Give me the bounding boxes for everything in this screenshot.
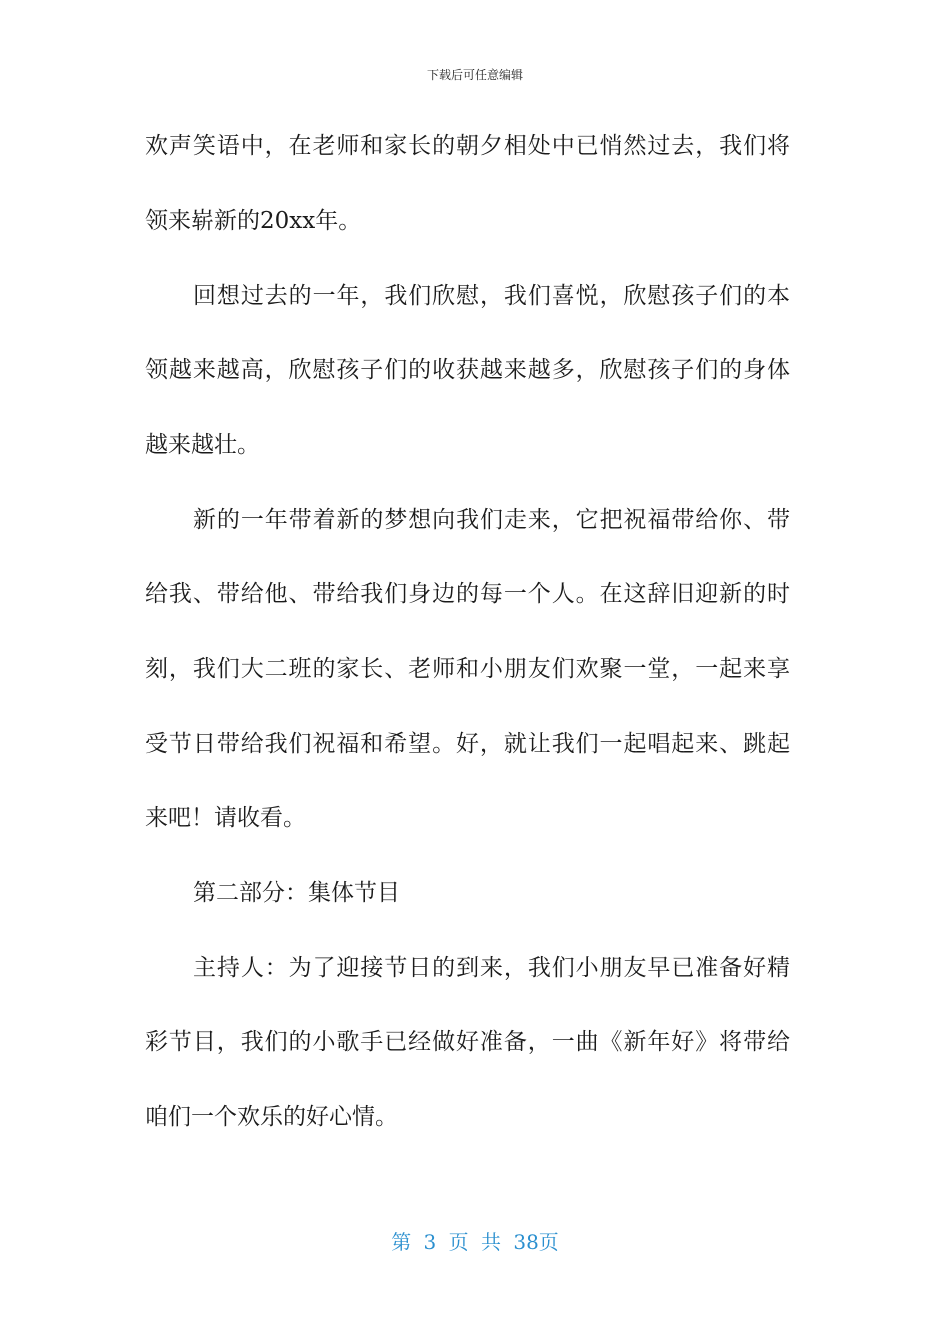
page-number-footer: 第 3 页 共 38页 xyxy=(391,1230,559,1254)
section-heading: 第二部分：集体节目 xyxy=(193,880,400,906)
paragraph-first-line: 主持人：为了迎接节日的到来，我们小朋友早已准备好精 xyxy=(193,955,790,981)
body-line: 领来崭新的20xx年。 xyxy=(145,208,362,234)
paragraph-first-line: 新的一年带着新的梦想向我们走来，它把祝福带给你、带 xyxy=(193,507,790,533)
body-line: 欢声笑语中，在老师和家长的朝夕相处中已悄然过去，我们将 xyxy=(145,133,790,159)
body-line: 受节日带给我们祝福和希望。好，就让我们一起唱起来、跳起 xyxy=(145,731,790,757)
paragraph-first-line: 回想过去的一年，我们欣慰，我们喜悦，欣慰孩子们的本 xyxy=(193,283,790,309)
body-line: 彩节目，我们的小歌手已经做好准备，一曲《新年好》将带给 xyxy=(145,1029,790,1055)
page-header: 下载后可任意编辑 xyxy=(426,68,523,82)
body-line: 给我、带给他、带给我们身边的每一个人。在这辞旧迎新的时 xyxy=(145,581,790,607)
body-line: 领越来越高，欣慰孩子们的收获越来越多，欣慰孩子们的身体 xyxy=(145,357,790,383)
body-line: 越来越壮。 xyxy=(145,432,260,458)
body-line: 咱们一个欢乐的好心情。 xyxy=(145,1104,398,1130)
body-line: 刻，我们大二班的家长、老师和小朋友们欢聚一堂，一起来享 xyxy=(145,656,790,682)
body-line: 来吧！请收看。 xyxy=(145,805,306,831)
